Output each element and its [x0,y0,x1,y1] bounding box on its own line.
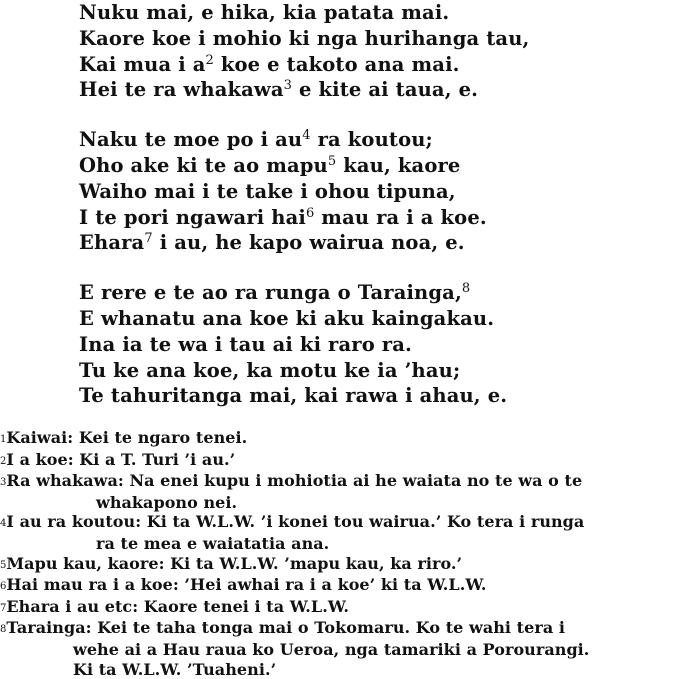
verse-text: E rere e te ao ra runga o Tarainga, [79,281,462,305]
verse-text: koe e takoto ana mai. [213,52,460,76]
verse-line [79,205,679,231]
footnote-text: Mapu kau, kaore: Ki ta W.L.W. ’mapu kau, ka riro.’ [6,553,463,573]
footnote [0,471,700,493]
verse-text: Tu ke ana koe, ka motu ke ia ’hau; [79,358,461,382]
verse-text: Waiho mai i te take i ohou tipuna, [79,179,456,203]
verse-text: mau ra i a koe. [314,205,487,229]
footnote [0,597,700,619]
verse-line [79,230,679,256]
footnotes [0,428,700,679]
footnote-text: Kaiwai: Kei te ngaro tenei. [6,428,248,447]
verse-line [79,332,679,358]
footnote-number: 3 [0,477,7,489]
verse-text: Hei te ra whakawa [79,78,284,102]
footnote-text: I a koe: Ki a T. Turi ’i au.’ [6,449,236,469]
verse-text: Te tahuritanga mai, kai rawa i ahau, e. [79,384,508,408]
verse-line [79,77,679,103]
footnote-text: Hai mau ra i a koe: ’Hei awhai ra i a koe’ ki ta W.L.W. [6,575,487,595]
verse-line [79,179,679,205]
footnote-number: 5 [0,559,7,571]
footnote [0,618,700,640]
verse-text: Kaore koe i mohio ki nga hurihanga tau, [79,26,530,50]
footnote-text: wehe ai a Hau raua ko Ueroa, nga tamariki a Porourangi. [73,639,590,659]
verse-text: E whanatu ana koe ki aku kaingakau. [79,306,495,330]
footnote-text: Ra whakawa: Na enei kupu i mohiotia ai he waiata no te wa o te [6,471,583,491]
footnote-number: 1 [0,434,7,445]
verse-line [79,153,679,179]
verse-text: Ina ia te wa i tau ai ki raro ra. [79,332,412,356]
footnote-ref: 2 [205,52,214,68]
footnote [0,554,700,576]
verse-line [79,52,679,78]
verse-text: I te pori ngawari hai [79,205,306,229]
verse-line [79,127,679,153]
footnote [0,512,700,534]
verse-text: Naku te moe po i au [79,128,303,152]
footnote-number: 4 [0,518,7,530]
footnote-continuation [0,660,700,679]
footnote-ref: 3 [283,78,293,94]
footnote-continuation [0,493,700,513]
footnote-number: 7 [0,602,7,614]
footnote-text: ra te mea e waiatatia ana. [96,533,330,553]
footnote-ref: 4 [302,128,311,144]
footnote-continuation [0,640,700,660]
footnote-text: I au ra koutou: Ki ta W.L.W. ’i konei tou wairua.’ Ko tera i runga [6,512,585,532]
footnote [0,575,700,597]
verse-text: ra koutou; [310,128,433,152]
verse-text: kau, kaore [336,153,461,177]
footnote-number: 8 [0,624,7,636]
footnote-text: Ki ta W.L.W. ’Tuaheni.’ [73,659,277,679]
footnote-text: Tarainga: Kei te taha tonga mai o Tokomaru. Ko te wahi tera i [6,618,565,638]
verse-text: i au, he kapo wairua noa, e. [152,231,465,255]
verse-text: Ehara [79,231,145,255]
footnote-text: Ehara i au etc: Kaore tenei i ta W.L.W. [6,596,349,616]
stanza-1 [79,0,679,103]
verse-line [79,26,679,52]
footnote-text: whakapono nei. [96,492,238,512]
footnote-continuation [0,534,700,554]
stanza-3 [79,280,679,409]
footnote-ref: 6 [305,205,315,221]
poem [79,0,679,433]
verse-text: e kite ai taua, e. [292,78,479,102]
verse-text: Oho ake ki te ao mapu [79,153,328,177]
footnote-number: 2 [0,455,7,467]
verse-line [79,383,679,409]
verse-line [79,306,679,332]
verse-text: Kai mua i a [79,52,206,76]
verse-line [79,0,679,26]
verse-line [79,280,679,306]
verse-text: Nuku mai, e hika, kia patata mai. [79,1,450,24]
footnote [0,428,700,450]
footnote-ref: 8 [461,281,471,297]
verse-line [79,358,679,384]
stanza-2 [79,127,679,256]
footnote [0,450,700,472]
footnote-number: 6 [0,581,7,593]
footnote-ref: 7 [144,231,153,247]
footnote-ref: 5 [327,153,337,169]
